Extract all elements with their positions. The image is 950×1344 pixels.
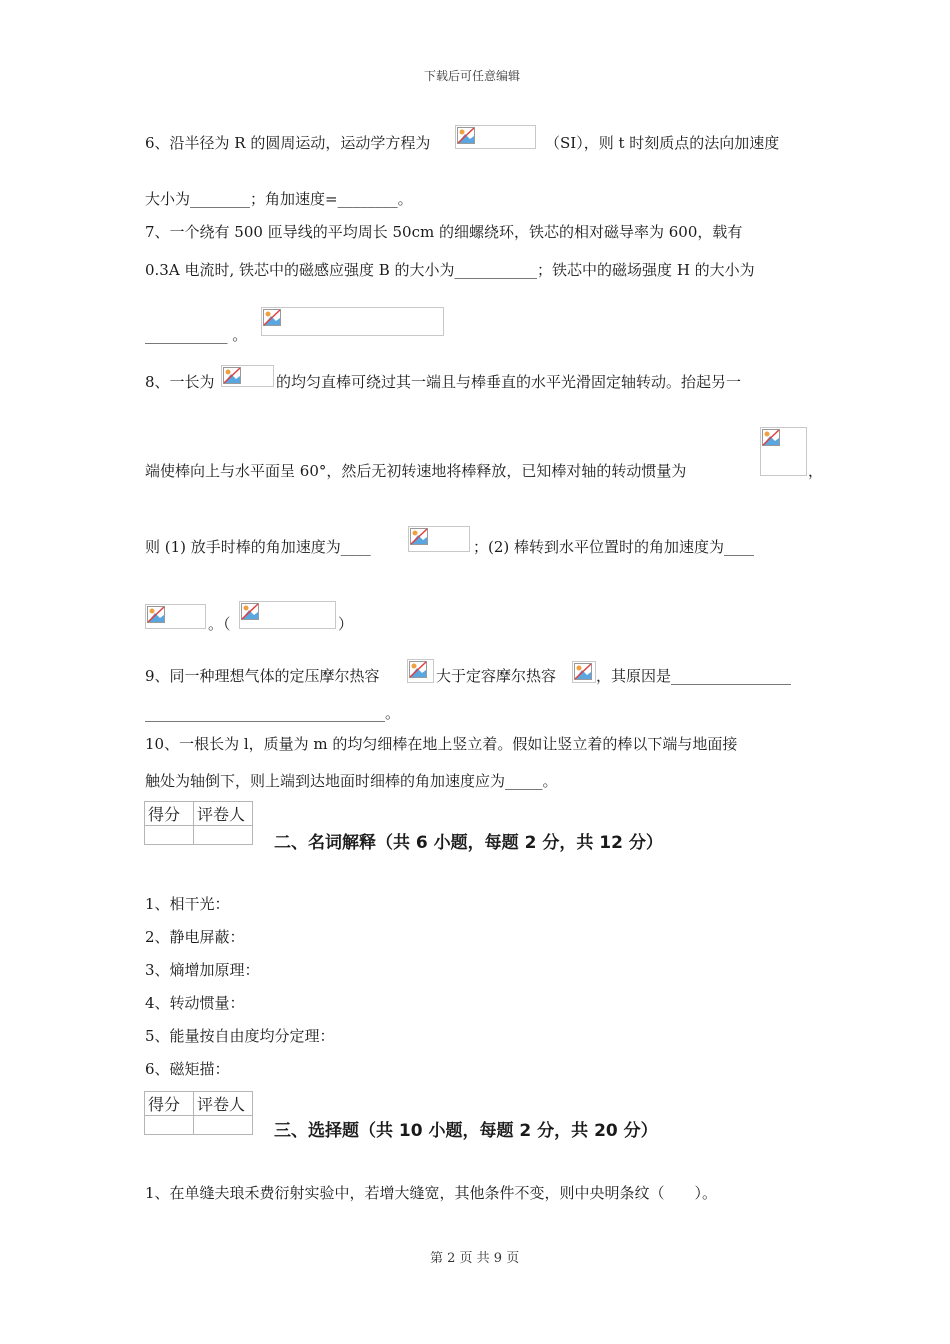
list-item: 4、转动惯量： [145,994,245,1012]
q8-line-4b: ） [338,615,354,633]
q6-line-1a: 6、沿半径为 R 的圆周运动，运动学方程为 [145,134,431,152]
equation-image [145,604,206,629]
q8-line-2: 端使棒向上与水平面呈 60°，然后无初转速地将棒释放，已知棒对轴的转动惯量为 [145,462,687,480]
grader-cell[interactable] [194,826,253,845]
q10-line-2: 触处为轴倒下，则上端到达地面时细棒的角加速度应为_____。 [145,772,558,790]
q9-line-1c: ，其原因是________________ [596,667,792,685]
q9-line-1a: 9、同一种理想气体的定压摩尔热容 [145,667,380,685]
list-item: 2、静电屏蔽： [145,928,245,946]
q6-line-1b: （SI），则 t 时刻质点的法向加速度 [545,134,780,152]
score-cell[interactable] [145,1116,194,1135]
q9-line-1b: 大于定容摩尔热容 [436,667,557,685]
broken-image-icon [263,309,281,326]
broken-image-icon [241,603,259,620]
q8-line-1b: 的均匀直棒可绕过其一端且与棒垂直的水平光滑固定轴转动。抬起另一 [276,373,742,391]
q6-line-2: 大小为________；角加速度=________。 [145,190,413,208]
score-cell[interactable] [145,826,194,845]
q8-line-1a: 8、一长为 [145,373,215,391]
q9-line-2: ________________________________。 [145,704,401,722]
equation-image [239,601,336,629]
score-label: 得分 [145,802,194,826]
broken-image-icon [410,528,428,545]
broken-image-icon [457,127,475,144]
list-item: 6、磁矩描： [145,1060,230,1078]
broken-image-icon [147,606,165,623]
grader-cell[interactable] [194,1116,253,1135]
q8-line-4a: 。（ [208,615,231,633]
grader-label: 评卷人 [194,1092,253,1116]
equation-image [261,307,444,336]
q7-line-2: 0.3A 电流时, 铁芯中的磁感应强度 B 的大小为___________；铁芯中的磁场强度 H 的大小为 [145,261,755,279]
list-item: 1、相干光： [145,895,230,913]
q7-line-3: ___________ 。 [145,326,248,344]
list-item: 3、熵增加原理： [145,961,260,979]
question-1: 1、在单缝夫琅禾费衍射实验中，若增大缝宽，其他条件不变，则中央明条纹（ ）。 [145,1184,718,1202]
equation-image [408,526,470,552]
q8-line-3b: ；(2) 棒转到水平位置时的角加速度为____ [473,538,755,556]
page-header: 下载后可任意编辑 [424,69,521,83]
broken-image-icon [574,663,592,680]
section-3-title: 三、选择题（共 10 小题，每题 2 分，共 20 分） [274,1121,658,1141]
score-table [144,1091,253,1135]
equation-image [760,427,807,476]
equation-image [407,659,434,683]
grader-label: 评卷人 [194,802,253,826]
broken-image-icon [409,661,427,678]
equation-image [221,365,274,387]
q8-line-2-comma: ， [808,462,824,480]
broken-image-icon [762,429,780,446]
score-table [144,801,253,845]
list-item: 5、能量按自由度均分定理： [145,1027,335,1045]
page-footer: 第 2 页 共 9 页 [430,1251,520,1266]
equation-image [572,661,596,683]
q7-line-1: 7、一个绕有 500 匝导线的平均周长 50cm 的细螺绕环，铁芯的相对磁导率为 600，载有 [145,223,743,241]
score-label: 得分 [145,1092,194,1116]
section-2-title: 二、名词解释（共 6 小题，每题 2 分，共 12 分） [274,833,663,853]
broken-image-icon [223,367,241,384]
q8-line-3a: 则 (1) 放手时棒的角加速度为____ [145,538,371,556]
equation-image [455,125,536,149]
q10-line-1: 10、一根长为 l，质量为 m 的均匀细棒在地上竖立着。假如让竖立着的棒以下端与地面接 [145,735,738,753]
